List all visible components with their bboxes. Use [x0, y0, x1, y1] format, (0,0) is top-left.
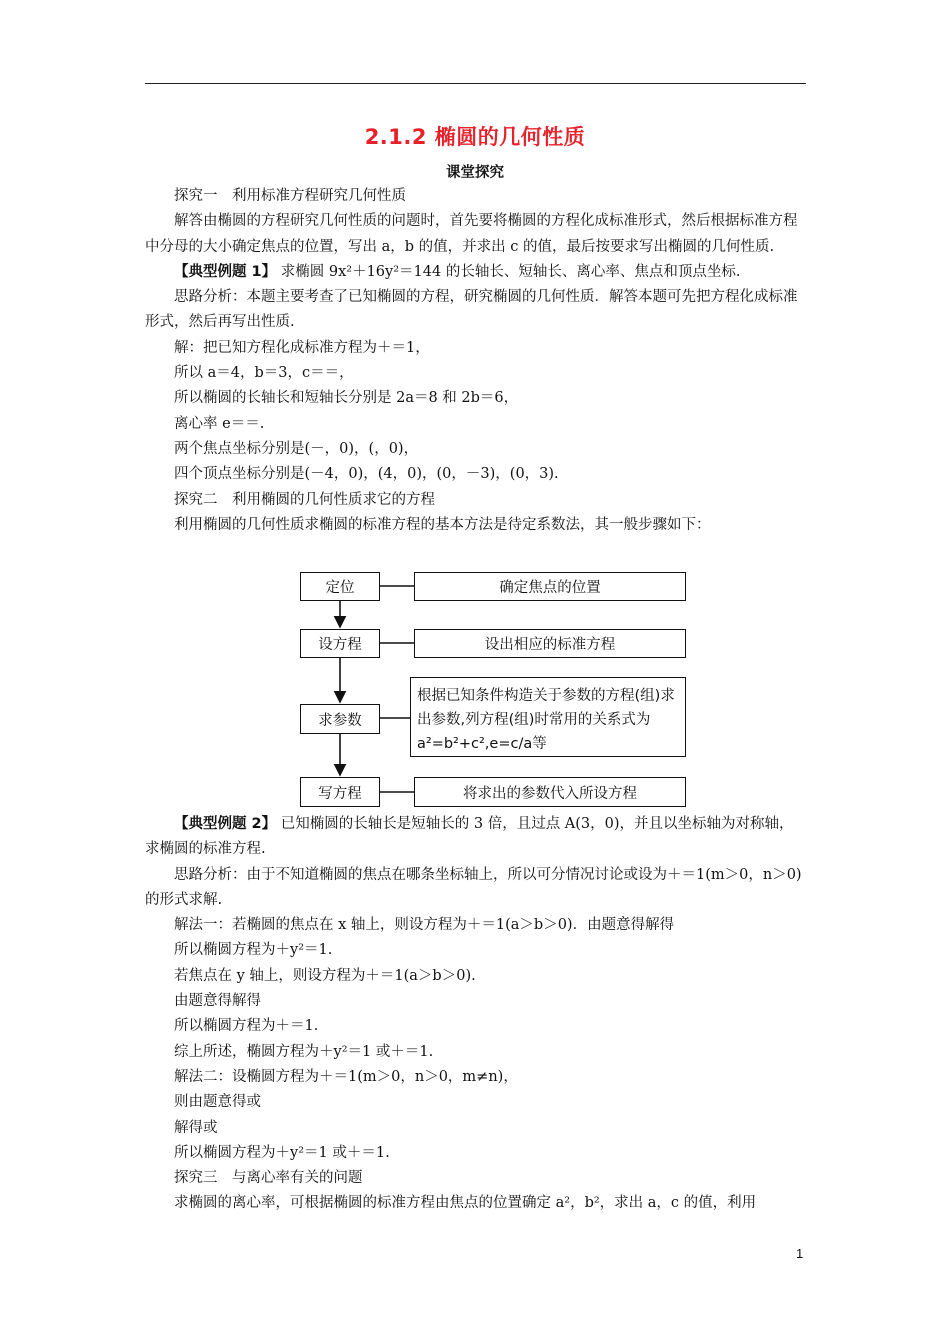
- step-box: 求参数: [300, 704, 380, 734]
- paragraph: 所以椭圆方程为＋＝1.: [174, 1018, 319, 1035]
- step-note: 设出相应的标准方程: [414, 629, 686, 658]
- paragraph: 探究一 利用标准方程研究几何性质: [174, 188, 406, 204]
- paragraph: 解：把已知方程化成标准方程为＋＝1，: [174, 339, 430, 356]
- paragraph: 思路分析：本题主要考查了已知椭圆的方程，研究椭圆的几何性质．解答本题可先把方程化成标准形式，然后再写出性质.: [145, 289, 798, 331]
- paragraph: 思路分析：由于不知道椭圆的焦点在哪条坐标轴上，所以可分情况讨论或设为＋＝1(m＞0，n＞0)的形式求解.: [145, 866, 802, 908]
- example-2: [145, 812, 806, 863]
- example-text: 求椭圆 9x²＋16y²＝144 的长轴长、短轴长、离心率、焦点和顶点坐标.: [280, 263, 741, 280]
- paragraph: 离心率 e＝＝.: [174, 415, 265, 432]
- paragraph: 所以椭圆方程为＋y²＝1 或＋＝1.: [174, 1144, 390, 1161]
- step-note: 确定焦点的位置: [414, 572, 686, 601]
- section-title: 2.1.2 椭圆的几何性质: [364, 125, 586, 149]
- paragraph: 两个焦点坐标分别是(－，0)，(，0)，: [174, 440, 419, 457]
- paragraph: 所以椭圆的长轴长和短轴长分别是 2a＝8 和 2b＝6，: [174, 390, 519, 407]
- step-box: 定位: [300, 572, 380, 601]
- header-rule: [145, 83, 806, 84]
- example-label: 【典型例题 2】: [174, 816, 277, 832]
- page-number: 1: [796, 1246, 804, 1261]
- section-subtitle: 课堂探究: [446, 165, 504, 181]
- paragraph: 求椭圆的离心率，可根据椭圆的标准方程由焦点的位置确定 a²，b²，求出 a，c 的值，利用: [174, 1195, 757, 1212]
- paragraph: 解法一：若椭圆的焦点在 x 轴上，则设方程为＋＝1(a＞b＞0)．由题意得解得: [174, 917, 675, 934]
- paragraph: 解法二：设椭圆方程为＋＝1(m＞0，n＞0，m≠n)，: [174, 1068, 518, 1085]
- body-top: [145, 184, 806, 538]
- paragraph: 解答由椭圆的方程研究几何性质的问题时，首先要将椭圆的方程化成标准形式，然后根据标准方程中分母的大小确定焦点的位置，写出 a，b 的值，并求出 c 的值，最后按要求写出椭圆的几何性质.: [145, 213, 798, 255]
- paragraph: 由题意得解得: [174, 993, 261, 1010]
- paragraph: 若焦点在 y 轴上，则设方程为＋＝1(a＞b＞0).: [174, 967, 476, 984]
- example-label: 【典型例题 1】: [174, 263, 277, 280]
- paragraph: 综上所述，椭圆方程为＋y²＝1 或＋＝1.: [174, 1043, 434, 1060]
- step-box: 设方程: [300, 629, 380, 658]
- paragraph: 解得或: [174, 1119, 218, 1136]
- body-bottom: [145, 812, 806, 1217]
- paragraph: 所以椭圆方程为＋y²＝1.: [174, 942, 333, 959]
- paragraph: 探究三 与离心率有关的问题: [174, 1170, 363, 1187]
- example-1: [145, 260, 806, 285]
- step-note: 将求出的参数代入所设方程: [414, 777, 686, 807]
- step-note: 根据已知条件构造关于参数的方程(组)求出参数,列方程(组)时常用的关系式为a²=b²+c²,e=c/a等: [410, 677, 686, 757]
- paragraph: 则由题意得或: [174, 1094, 261, 1111]
- flowchart: [298, 570, 688, 810]
- step-box: 写方程: [300, 777, 380, 807]
- paragraph: 探究二 利用椭圆的几何性质求它的方程: [174, 491, 435, 508]
- paragraph: 利用椭圆的几何性质求椭圆的标准方程的基本方法是待定系数法，其一般步骤如下：: [174, 516, 711, 533]
- paragraph: 四个顶点坐标分别是(－4，0)，(4，0)，(0，－3)，(0，3).: [174, 466, 559, 483]
- paragraph: 所以 a＝4，b＝3，c＝＝，: [174, 365, 354, 382]
- example-text: 已知椭圆的长轴长是短轴长的 3 倍，且过点 A(3，0)，并且以坐标轴为对称轴，求椭圆的标准方程.: [145, 816, 794, 858]
